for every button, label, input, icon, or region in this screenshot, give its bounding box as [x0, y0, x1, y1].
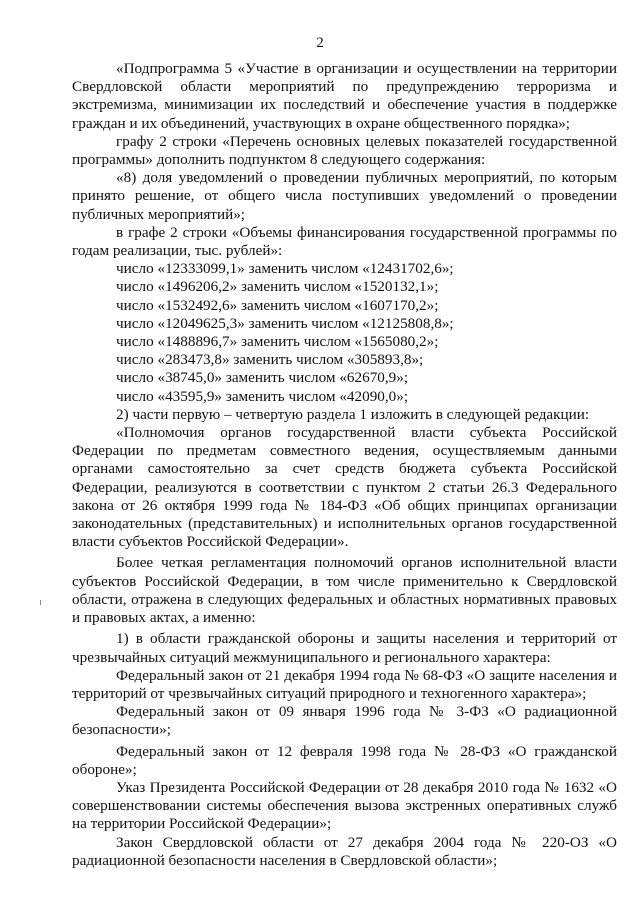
paragraph-powers-quote: «Полномочия органов государственной власти субъекта Российской Федерации по предметам совместного ведения, осуществляемым данными органами самостоятельно за счет средств бюджета субъекта Российской Федерации, реализуются в соответствии с пунктом 2 статьи 26.3 Федерального закона от 26 октября 1999 года № 184-ФЗ «Об общих принципах организации законодательных (представительных) и исполнительных органов государственной власти субъектов Российской Федерации». [72, 424, 617, 551]
paragraph-financing-amendment: в графе 2 строки «Объемы финансирования государственной программы по годам реализации, тыс. рублей»: [72, 223, 617, 260]
replacement-line: число «283473,8» заменить числом «305893,8»; [116, 351, 424, 369]
paragraph-civil-defense: 1) в области гражданской обороны и защиты населения и территорий от чрезвычайных ситуаций межмуниципального и регионального характера: [72, 630, 617, 666]
replacement-line: число «1496206,2» заменить числом «1520132,1»; [116, 278, 439, 296]
paragraph-indicators-amendment: графу 2 строки «Перечень основных целевых показателей государственной программы» дополнить подпунктом 8 следующего содержания: [72, 132, 617, 169]
paragraph-indicator-8: «8) доля уведомлений о проведении публичных мероприятий, по которым принято решение, от общего числа поступивших уведомлений о проведении публичных мероприятий»; [72, 169, 617, 223]
paragraph-law-3-fz: Федеральный закон от 09 января 1996 года № 3-ФЗ «О радиационной безопасности»; [72, 703, 617, 739]
replacement-line: число «1532492,6» заменить числом «1607170,2»; [116, 296, 439, 314]
replacement-line: число «12333099,1» заменить числом «12431702,6»; [116, 260, 454, 278]
paragraph-decree-1632: Указ Президента Российской Федерации от 28 декабря 2010 года № 1632 «О совершенствовании системы обеспечения вызова экстренных оперативных служб на территории Российской Федерации»; [72, 778, 617, 833]
paragraph-regulation: Более четкая регламентация полномочий органов исполнительной власти субъектов Российской Федерации, в том числе применительно к Свердловской области, отражена в следующих федеральных и областных нормативных правовых и правовых актах, а именно: [72, 554, 617, 627]
replacement-line: число «43595,9» заменить числом «42090,0»; [116, 387, 409, 405]
paragraph-subprogram-title: «Подпрограмма 5 «Участие в организации и осуществлении на территории Свердловской области мероприятий по предупреждению терроризма и экстремизма, минимизации их последствий и обеспечение участия в поддержке граждан и их объединений, участвующих в охране общественного порядка»; [72, 60, 617, 132]
replacement-line: число «38745,0» заменить числом «62670,9»; [116, 369, 409, 387]
replacement-line: число «1488896,7» заменить числом «1565080,2»; [116, 333, 439, 351]
paragraph-section-1-amendment: 2) части первую – четвертую раздела 1 изложить в следующей редакции: [116, 405, 590, 423]
margin-mark [40, 600, 41, 605]
paragraph-regional-law-220-oz: Закон Свердловской области от 27 декабря 2004 года № 220-ОЗ «О радиационной безопасности населения в Свердловской области»; [72, 833, 617, 869]
replacement-line: число «12049625,3» заменить числом «12125808,8»; [116, 314, 454, 332]
document-body [72, 60, 617, 870]
paragraph-law-68-fz: Федеральный закон от 21 декабря 1994 года № 68-ФЗ «О защите населения и территорий от чрезвычайных ситуаций природного и техногенного характера»; [72, 666, 617, 702]
paragraph-law-28-fz: Федеральный закон от 12 февраля 1998 года № 28-ФЗ «О гражданской обороне»; [72, 742, 617, 778]
page-number: 2 [316, 35, 324, 51]
